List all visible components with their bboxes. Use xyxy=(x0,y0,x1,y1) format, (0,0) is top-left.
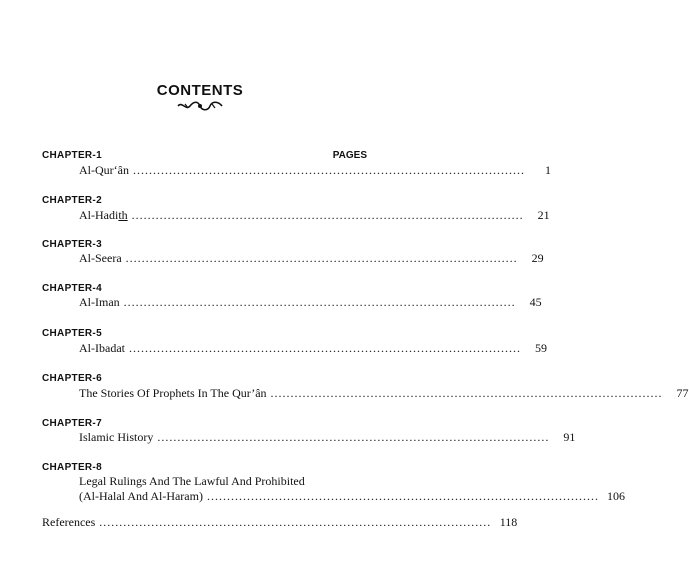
entry-title: Al-Qur‘ân xyxy=(79,163,129,177)
dot-leader: .................................................................................................. xyxy=(131,208,524,222)
toc-entry-chapter-5[interactable] xyxy=(79,341,547,356)
chapter-3-number: CHAPTER-3 xyxy=(42,239,102,250)
toc-entry-chapter-1[interactable] xyxy=(79,163,551,178)
chapter-8-number: CHAPTER-8 xyxy=(42,462,102,473)
dot-leader: .................................................................................................. xyxy=(132,163,525,177)
ornament-icon xyxy=(176,100,224,112)
toc-entry-chapter-7[interactable] xyxy=(79,430,576,445)
dot-leader: .................................................................................................. xyxy=(270,386,663,400)
entry-page: 77 xyxy=(676,386,689,400)
entry-title: Islamic History xyxy=(79,430,154,444)
toc-entry-chapter-4[interactable] xyxy=(79,295,542,310)
entry-title: Al-Iman xyxy=(79,295,120,309)
entry-title: Al-Ibadat xyxy=(79,341,125,355)
chapter-8-title-line-1[interactable]: Legal Rulings And The Lawful And Prohibited xyxy=(79,474,305,488)
dot-leader: .................................................................................................. xyxy=(125,251,518,265)
contents-heading: CONTENTS xyxy=(156,82,244,99)
dot-leader: .................................................................................................. xyxy=(99,515,492,529)
entry-title: Al-Seera xyxy=(79,251,122,265)
chapter-5-number: CHAPTER-5 xyxy=(42,328,102,339)
entry-title: The Stories Of Prophets In The Qur’ân xyxy=(79,386,267,400)
entry-page: 1 xyxy=(544,163,551,177)
toc-entry-chapter-3[interactable] xyxy=(79,251,544,266)
entry-page: 106 xyxy=(606,489,625,503)
chapter-6-number: CHAPTER-6 xyxy=(42,373,102,384)
chapter-4-number: CHAPTER-4 xyxy=(42,283,102,294)
pages-column-label: PAGES xyxy=(332,150,367,161)
entry-title: References xyxy=(42,515,96,529)
chapter-7-number: CHAPTER-7 xyxy=(42,418,102,429)
entry-page: 21 xyxy=(537,208,550,222)
toc-entry-chapter-2[interactable] xyxy=(79,208,550,223)
entry-page: 29 xyxy=(531,251,544,265)
dot-leader: .................................................................................................. xyxy=(123,295,516,309)
underlined-th: th xyxy=(118,208,128,222)
dot-leader: .................................................................................................. xyxy=(206,489,599,503)
chapter-1-number: CHAPTER-1 xyxy=(42,150,102,161)
entry-title: Al-Hadith xyxy=(79,208,128,222)
entry-title: (Al-Halal And Al-Haram) xyxy=(79,489,203,503)
dot-leader: .................................................................................................. xyxy=(128,341,521,355)
entry-page: 45 xyxy=(529,295,542,309)
entry-page: 118 xyxy=(499,515,518,529)
entry-page: 91 xyxy=(563,430,576,444)
chapter-2-number: CHAPTER-2 xyxy=(42,195,102,206)
toc-entry-references[interactable] xyxy=(42,515,518,530)
toc-entry-chapter-8[interactable] xyxy=(79,489,625,504)
dot-leader: .................................................................................................. xyxy=(157,430,550,444)
entry-page: 59 xyxy=(534,341,547,355)
toc-entry-chapter-6[interactable] xyxy=(79,386,689,401)
